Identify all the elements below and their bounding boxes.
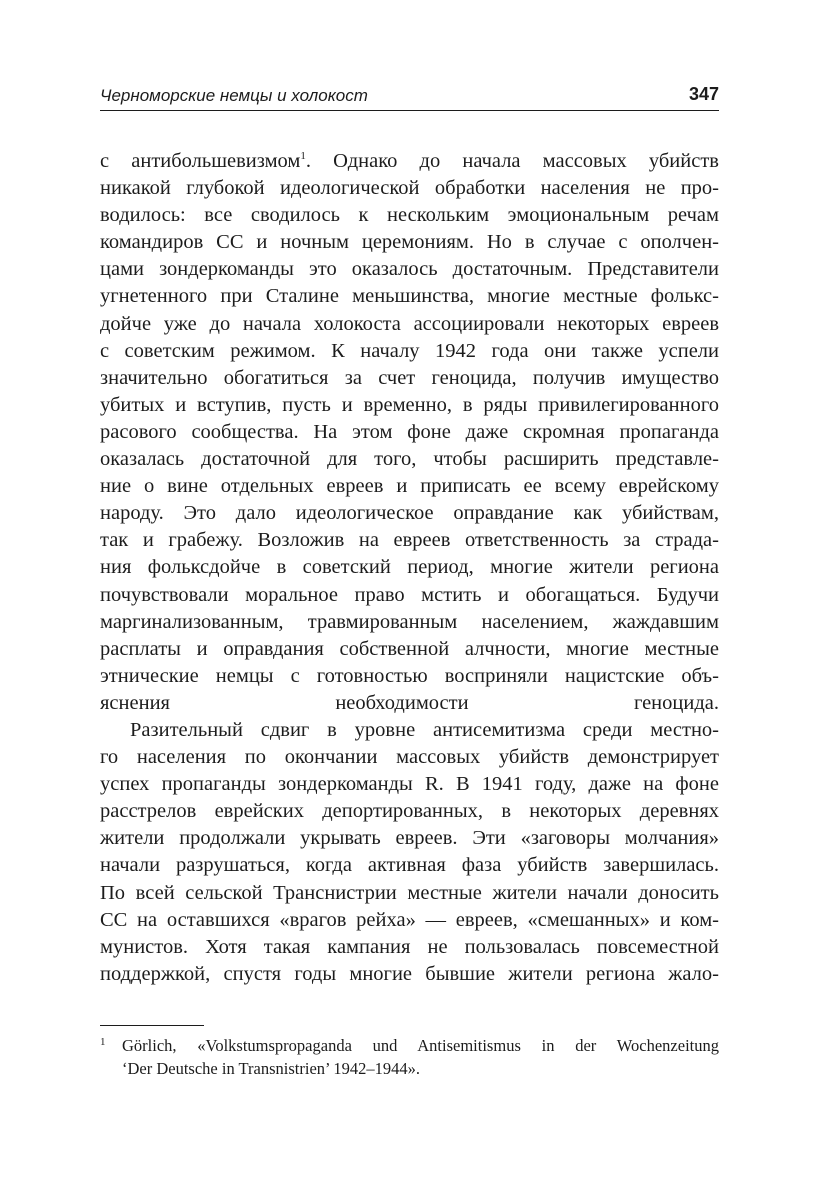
text-line: расстрелов еврейских депортированных, в некоторых деревнях bbox=[100, 800, 719, 823]
text-line: Разительный сдвиг в уровне антисемитизма среди местно- bbox=[130, 718, 719, 741]
text-line: угнетенного при Сталине меньшинства, многие местные фолькс- bbox=[100, 285, 719, 308]
footnote-text bbox=[122, 1034, 719, 1080]
footnote-divider bbox=[100, 1025, 204, 1026]
running-head bbox=[100, 84, 719, 111]
paragraph-2 bbox=[100, 717, 719, 988]
text-line: оказалась достаточной для того, чтобы расширить представле- bbox=[100, 448, 719, 471]
text-fragment: . Однако до начала массовых убийств bbox=[305, 150, 719, 172]
text-line bbox=[100, 148, 719, 175]
running-title: Черноморские немцы и холокост bbox=[100, 86, 368, 105]
paragraph-1 bbox=[100, 148, 719, 717]
text-line: успех пропаганды зондеркоманды R. В 1941 году, даже на фоне bbox=[100, 773, 719, 796]
text-line: расового сообщества. На этом фоне даже скромная пропаганда bbox=[100, 420, 719, 443]
text-line: никакой глубокой идеологической обработки населения не про- bbox=[100, 177, 719, 200]
text-line: водилось: все сводилось к нескольким эмоциональным речам bbox=[100, 204, 719, 227]
text-line: СС на оставшихся «врагов рейха» — евреев, «смешанных» и ком- bbox=[100, 908, 719, 931]
body-text bbox=[100, 148, 719, 988]
text-line: жители продолжали укрывать евреев. Эти «заговоры молчания» bbox=[100, 827, 719, 850]
text-line: маргинализованным, травмированным населением, жаждавшим bbox=[100, 610, 719, 633]
text-line: значительно обогатиться за счет геноцида, получив имущество bbox=[100, 366, 719, 389]
text-line: почувствовали моральное право мстить и обогащаться. Будучи bbox=[100, 583, 719, 606]
footnote-line: Görlich, «Volkstumspropaganda und Antisemitismus in der Wochenzeitung bbox=[122, 1036, 719, 1055]
text-line: ния фольксдойче в советский период, многие жители региона bbox=[100, 556, 719, 579]
text-line: дойче уже до начала холокоста ассоциировали некоторых евреев bbox=[100, 312, 719, 335]
text-line: цами зондеркоманды это оказалось достаточным. Представители bbox=[100, 258, 719, 281]
text-line: расплаты и оправдания собственной алчности, многие местные bbox=[100, 637, 719, 660]
text-line: начали разрушаться, когда активная фаза убийств завершилась. bbox=[100, 854, 719, 877]
text-line: с советским режимом. К началу 1942 года они также успели bbox=[100, 339, 719, 362]
text-line: мунистов. Хотя такая кампания не пользовалась повсеместной bbox=[100, 935, 719, 958]
text-line: командиров СС и ночным церемониям. Но в случае с ополчен- bbox=[100, 231, 719, 254]
text-line: го населения по окончании массовых убийств демонстрирует bbox=[100, 746, 719, 769]
text-line: поддержкой, спустя годы многие бывшие жители региона жало- bbox=[100, 962, 719, 985]
footnote-line: ‘Der Deutsche in Transnistrien’ 1942–1944». bbox=[122, 1059, 421, 1078]
text-line: яснения необходимости геноцида. bbox=[100, 691, 719, 714]
text-line: ние о вине отдельных евреев и приписать ее всему еврейскому bbox=[100, 475, 719, 498]
footnote bbox=[100, 1034, 719, 1080]
text-line: По всей сельской Транснистрии местные жители начали доносить bbox=[100, 881, 719, 904]
footnote-reference[interactable]: 1 bbox=[300, 150, 306, 163]
text-line: народу. Это дало идеологическое оправдание как убийствам, bbox=[100, 502, 719, 525]
text-line: убитых и вступив, пусть и временно, в ряды привилегированного bbox=[100, 393, 719, 416]
text-line: этнические немцы с готовностью восприняли нацистские объ- bbox=[100, 664, 719, 687]
footnote-mark: 1 bbox=[100, 1036, 106, 1048]
text-fragment: с антибольшевизмом bbox=[100, 150, 301, 172]
text-line: так и грабежу. Возложив на евреев ответственность за страда- bbox=[100, 529, 719, 552]
page-number: 347 bbox=[688, 84, 719, 104]
